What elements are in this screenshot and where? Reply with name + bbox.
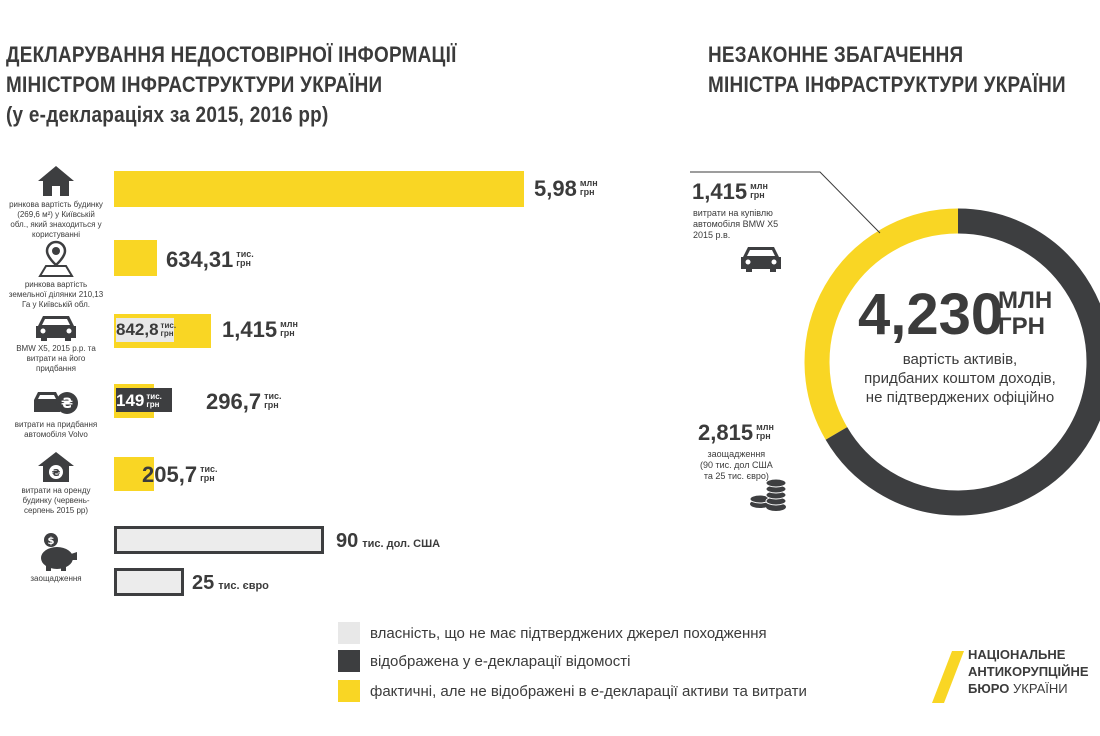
row-volvo	[8, 386, 104, 440]
bmw-desc-line: автомобіля BMW X5	[693, 219, 779, 229]
label-house-unit: млн грн	[579, 178, 598, 197]
donut-desc-line: не підтверджених офіційно	[865, 389, 1055, 406]
bar-savings-usd	[114, 526, 324, 554]
bmw-desc-line: 2015 р.в.	[693, 230, 731, 240]
bmw-unit-line2: грн	[750, 190, 765, 200]
left-title-line2: МІНІСТРОМ ІНФРАСТРУКТУРИ УКРАЇНИ	[6, 72, 383, 97]
svg-text:$: $	[47, 536, 55, 547]
label-rent-number: 205,7	[142, 462, 198, 487]
row-caption: заощадження	[30, 574, 82, 583]
row-land	[8, 240, 104, 310]
row-rent	[8, 450, 104, 516]
label-land-unit: тис. грн	[236, 249, 254, 268]
donut-unit-line1: МЛН	[998, 287, 1053, 314]
label-usd-number: 90	[336, 530, 359, 552]
label-eur-number: 25	[192, 572, 215, 594]
savings-unit-line1: млн	[756, 422, 774, 432]
bmw-side-number: 1,415	[692, 179, 748, 204]
donut-desc-line: придбаних коштом доходів,	[864, 370, 1056, 387]
label-volvo-total-unit: тис. грн	[264, 391, 282, 410]
label-volvo-total	[206, 390, 282, 414]
legend-label: власність, що не має підтверджених джерел походження	[370, 624, 767, 642]
label-eur	[192, 572, 269, 595]
savings-side-value	[698, 421, 774, 445]
legend-label: фактичні, але не відображені в е-декларації активи та витрати	[370, 682, 807, 700]
donut-unit-line2: ГРН	[998, 313, 1045, 340]
label-house-number: 5,98	[534, 176, 577, 201]
car-coin-icon	[32, 386, 80, 418]
row-caption: BMW X5, 2015 р.р. та витрати на його придбання	[16, 344, 96, 373]
piggy-bank-icon	[33, 532, 79, 572]
label-usd	[336, 530, 440, 553]
label-bmw-total-number: 1,415	[222, 317, 278, 342]
savings-desc-line: та 25 тис. євро)	[703, 471, 769, 481]
bmw-side-value	[692, 180, 768, 204]
left-title-line1: ДЕКЛАРУВАННЯ НЕДОСТОВІРНОЇ ІНФОРМАЦІЇ	[6, 42, 457, 67]
bar-undeclared	[114, 171, 524, 207]
donut-total-unit	[998, 288, 1052, 340]
label-rent-unit: тис. грн	[200, 464, 218, 483]
car-icon	[34, 312, 78, 342]
label-volvo-total-number: 296,7	[206, 389, 262, 414]
label-rent	[142, 463, 218, 487]
house-coin-icon	[36, 450, 76, 484]
donut-total-value: 4,230	[858, 282, 1004, 347]
label-eur-unit: тис. євро	[218, 580, 269, 592]
label-house	[534, 177, 598, 201]
label-bmw-declared	[116, 320, 176, 340]
savings-unit-line2: грн	[756, 431, 771, 441]
row-savings	[8, 532, 104, 584]
legend-item-undeclared	[338, 680, 807, 702]
bmw-side-unit	[750, 182, 768, 200]
bmw-side-desc	[693, 208, 778, 241]
legend-swatch	[338, 622, 360, 644]
legend-swatch	[338, 650, 360, 672]
row-caption: витрати на оренду будинку (червень-серпень 2015 рр)	[21, 486, 91, 515]
bmw-desc-line: витрати на купівлю	[693, 208, 773, 218]
left-title	[6, 40, 530, 130]
coin-stack-icon	[746, 474, 790, 514]
savings-desc-line: (90 тис. дол США	[700, 460, 773, 470]
right-title-line2: МІНІСТРА ІНФРАСТРУКТУРИ УКРАЇНИ	[708, 72, 1066, 97]
row-house	[8, 164, 104, 240]
bmw-unit-line1: млн	[750, 181, 768, 191]
label-volvo-declared-unit: тис. грн	[146, 392, 162, 409]
right-title	[708, 40, 1100, 100]
label-bmw-declared-number: 842,8	[116, 320, 159, 339]
label-volvo-declared	[116, 391, 162, 411]
row-caption: ринкова вартість земельної ділянки 210,13 Га у Київській обл.	[8, 280, 104, 309]
row-caption: ринкова вартість будинку (269,6 м²) у Київській обл., який знаходиться у користуванні	[9, 200, 103, 239]
savings-side-unit	[756, 423, 774, 441]
label-land	[166, 248, 254, 272]
donut-desc-line: вартість активів,	[902, 351, 1018, 368]
legend-item-declared	[338, 650, 630, 672]
donut-description	[840, 350, 1080, 407]
row-bmw	[8, 312, 104, 374]
logo-line2: АНТИКОРУПЦІЙНЕ	[968, 664, 1089, 679]
logo-line3b: УКРАЇНИ	[1013, 681, 1068, 696]
nabu-logo-text	[968, 646, 1089, 697]
savings-desc-line: заощадження	[707, 449, 766, 459]
label-bmw-declared-unit: тис. грн	[160, 321, 177, 338]
house-icon	[36, 164, 76, 198]
label-land-number: 634,31	[166, 247, 234, 272]
logo-line3a: БЮРО	[968, 681, 1010, 696]
bar-undeclared	[114, 240, 157, 276]
label-volvo-declared-number: 149	[116, 391, 145, 410]
savings-side-number: 2,815	[698, 420, 754, 445]
label-bmw-total-unit: млн грн	[280, 319, 298, 338]
label-bmw-total	[222, 318, 298, 342]
legend-swatch	[338, 680, 360, 702]
bar-savings-eur	[114, 568, 184, 596]
logo-line1: НАЦІОНАЛЬНЕ	[968, 647, 1066, 662]
label-usd-unit: тис. дол. США	[362, 538, 441, 550]
right-title-line1: НЕЗАКОННЕ ЗБАГАЧЕННЯ	[708, 42, 964, 67]
land-plot-icon	[36, 240, 76, 278]
legend-label: відображена у е-декларації відомості	[370, 652, 631, 670]
row-caption: витрати на придбання автомобіля Volvo	[14, 420, 98, 439]
svg-text:₴: ₴	[60, 396, 74, 412]
left-title-line3: (у е-деклараціях за 2015, 2016 рр)	[6, 102, 329, 127]
car-icon	[738, 243, 784, 273]
legend-item-unconfirmed	[338, 622, 767, 644]
svg-text:₴: ₴	[51, 468, 61, 479]
